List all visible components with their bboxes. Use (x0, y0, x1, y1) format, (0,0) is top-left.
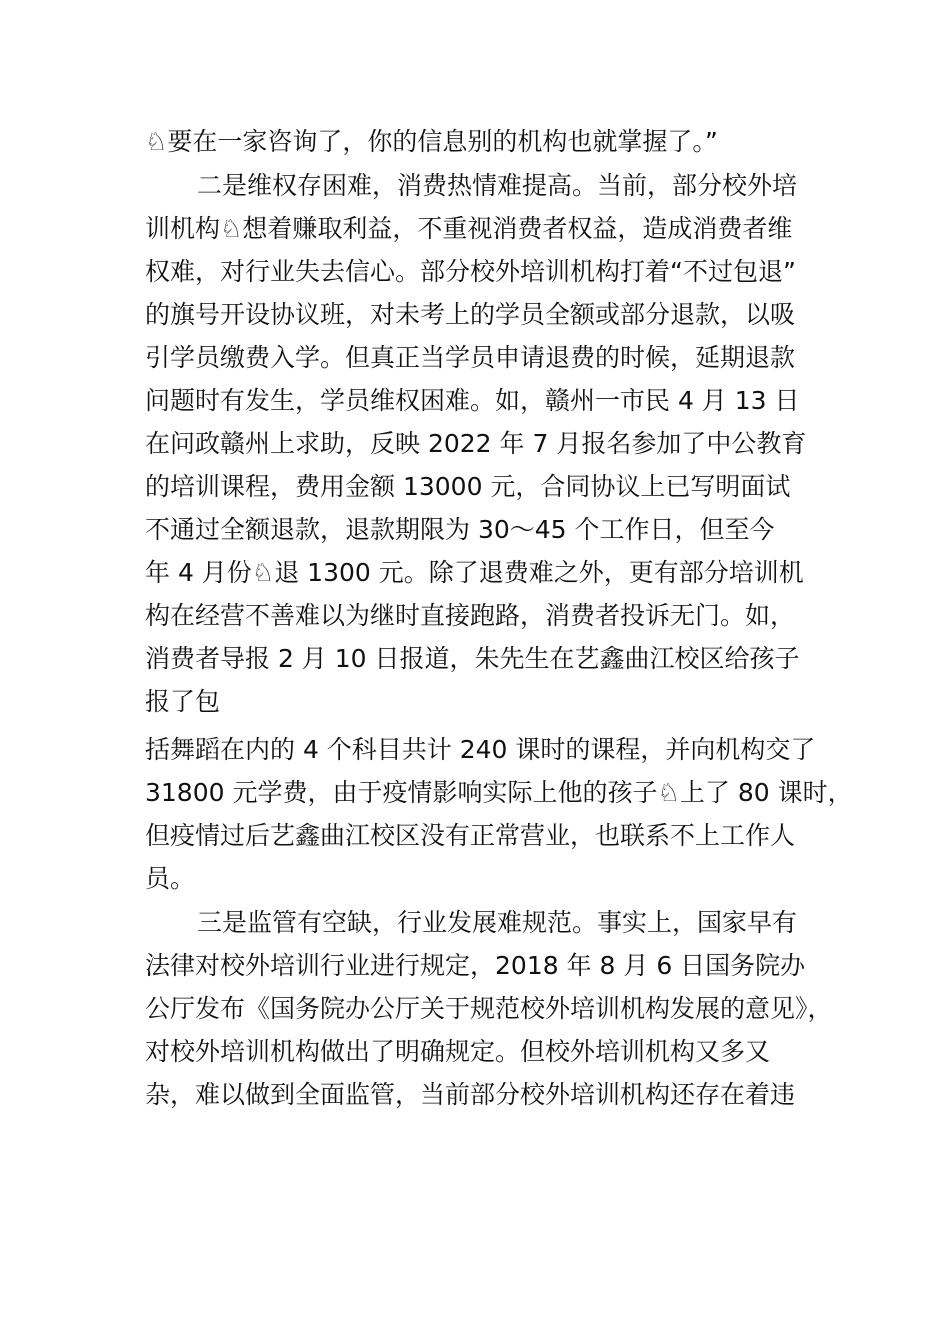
text-line: 引学员缴费入学。但真正当学员申请退费的时候，延期退款 (145, 343, 796, 372)
text-line: 的旗号开设协议班，对未考上的学员全额或部分退款，以吸 (145, 300, 796, 329)
text-line: 消费者导报 2 月 10 日报道，朱先生在艺鑫曲江校区给孩子 (145, 644, 800, 673)
text-line: 员。 (145, 864, 196, 893)
text-line: 训机构♘想着赚取利益，不重视消费者权益，造成消费者维 (145, 214, 793, 243)
text-line: 报了包 (145, 687, 221, 716)
text-line: 但疫情过后艺鑫曲江校区没有正常营业，也联系不上工作人 (145, 821, 796, 850)
paragraph-start-line: 三是监管有空缺，行业发展难规范。事实上，国家早有 (197, 908, 798, 937)
text-line: ♘要在一家咨询了，你的信息别的机构也就掌握了。” (145, 127, 718, 156)
text-line: 公厅发布《国务院办公厅关于规范校外培训机构发展的意见》， (145, 994, 833, 1023)
text-line: 的培训课程，费用金额 13000 元，合同协议上已写明面试 (145, 472, 791, 501)
text-line: 杂，难以做到全面监管，当前部分校外培训机构还存在着违 (145, 1080, 796, 1109)
text-line: 31800 元学费，由于疫情影响实际上他的孩子♘上了 80 课时， (145, 778, 853, 807)
text-line: 对校外培训机构做出了明确规定。但校外培训机构又多又 (145, 1037, 771, 1066)
paragraph-start-line: 二是维权存困难，消费热情难提高。当前，部分校外培 (197, 171, 798, 200)
text-line: 年 4 月份♘退 1300 元。除了退费难之外，更有部分培训机 (145, 558, 804, 587)
text-line: 法律对校外培训行业进行规定，2018 年 8 月 6 日国务院办 (145, 951, 806, 980)
text-line: 在问政赣州上求助，反映 2022 年 7 月报名参加了中公教育 (145, 429, 807, 458)
text-line: 构在经营不善难以为继时直接跑路，消费者投诉无门。如， (145, 601, 796, 630)
text-line: 权难，对行业失去信心。部分校外培训机构打着“不过包退” (145, 257, 796, 286)
text-line: 括舞蹈在内的 4 个科目共计 240 课时的课程，并向机构交了 (145, 735, 816, 764)
text-line: 问题时有发生，学员维权困难。如，赣州一市民 4 月 13 日 (145, 386, 800, 415)
text-line: 不通过全额退款，退款期限为 30～45 个工作日，但至今 (145, 515, 775, 544)
